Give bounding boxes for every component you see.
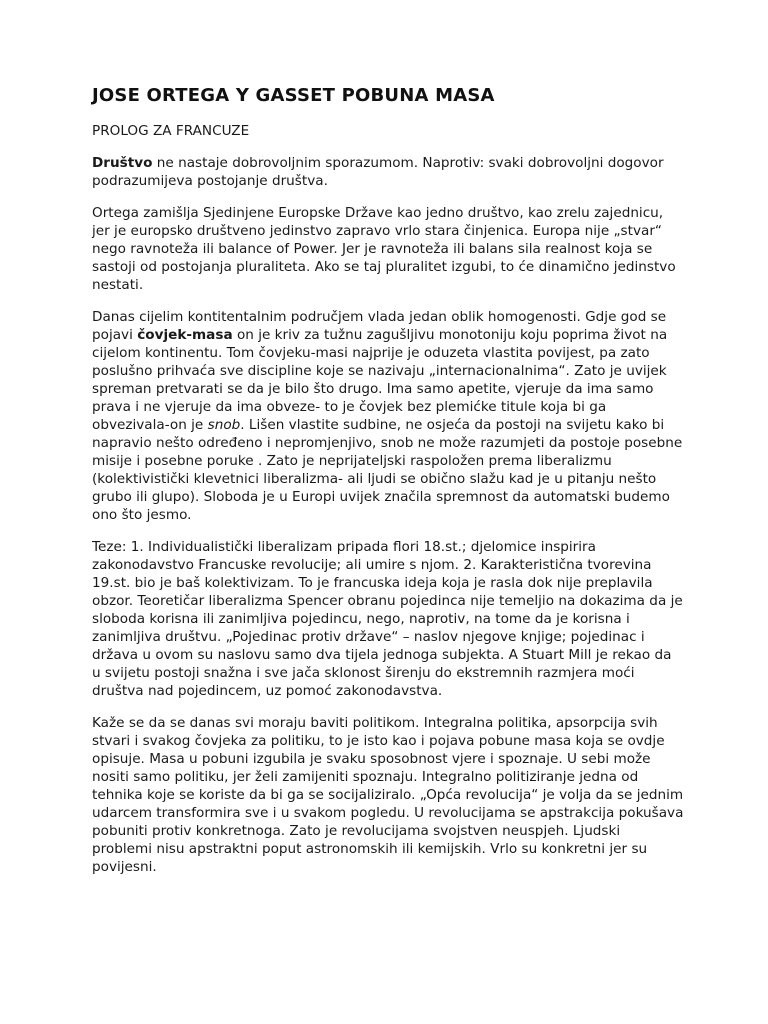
paragraph-4: Teze: 1. Individualistički liberalizam pripada flori 18.st.; djelomice inspirira zakonodavstvo Francuske revolucije; ali umire s njom. 2. Karakteristična tvorevina 19.st. bio je baš kolektivizam. To je francuska ideja koja je rasla dok nije preplavila obzor. Teoretičar liberalizma Spencer obranu pojedinca nije temeljio na dokazima da je sloboda korisna ili zanimljiva pojedincu, nego, naprotiv, na tome da je korisna i zanimljiva društvu. „Pojedinac protiv države“ – naslov njegove knjige; pojedinac i država u ovom su naslovu samo dva tijela jednoga subjekta. A Stuart Mill je rekao da u svijetu postoji snažna i sve jača sklonost širenju do ekstremnih razmjera moći društva nad pojedincem, uz pomoć zakonodavstva. (92, 539, 683, 699)
paragraph-3-bold-term: čovjek-masa (137, 327, 233, 343)
paragraph-2: Ortega zamišlja Sjedinjene Europske Države kao jedno društvo, kao zrelu zajednicu, jer je europsko društveno jedinstvo zapravo vrlo stara činjenica. Europa nije „stvar“ nego ravnoteža ili balance of Power. Jer je ravnoteža ili balans sila realnost koja se sastoji od postojanja pluraliteta. Ako se taj pluralitet izgubi, to će dinamično jedinstvo nestati. (92, 205, 676, 293)
paragraph-1 (92, 154, 684, 190)
paragraph-3 (92, 308, 684, 524)
paragraph-3-text-b: on je kriv za tužnu zagušljivu monotoniju koju poprima život na cijelom kontinentu. Tom čovjeku-masi najprije je oduzeta vlastita povijest, pa zato poslušno prihvaća sve discipline koje se nazivaju „internacionalnima“. Zato je uvijek spreman pretvarati se da je bilo što drugo. Ima samo apetite, vjeruje da ima samo prava i ne vjeruje da ima obveze- to je čovjek bez plemićke titule koja bi ga obvezivala-on je (92, 327, 668, 433)
paragraph-3-text-a: Danas cijelim kontitentalnim područjem vlada jedan oblik homogenosti. Gdje god se pojavi (92, 309, 667, 343)
paragraph-1-bold-term: Društvo (92, 155, 153, 171)
document-title: JOSE ORTEGA Y GASSET POBUNA MASA (92, 85, 495, 106)
paragraph-1-text: ne nastaje dobrovoljnim sporazumom. Naprotiv: svaki dobrovoljni dogovor podrazumijeva postojanje društva. (92, 155, 664, 189)
paragraph-3-italic-term: snob (207, 417, 241, 433)
document-body (92, 84, 684, 890)
paragraph-5: Kaže se da se danas svi moraju baviti politikom. Integralna politika, apsorpcija svih stvari i svakog čovjeka za politiku, to je isto kao i pojava pobune masa koja se ovdje opisuje. Masa u pobuni izgubila je svaku sposobnost vjere i spoznaje. U sebi može nositi samo politiku, jer želi zamijeniti spoznaju. Integralno politiziranje jedna od tehnika koje se koriste da bi ga se socijaliziralo. „Opća revolucija“ je volja da se jednim udarcem transformira sve i u svakom pogledu. U revolucijama se apstrakcija pokušava pobuniti protiv konkretnoga. Zato je revolucijama svojstven neuspjeh. Ljudski problemi nisu apstraktni poput astronomskih ili kemijskih. Vrlo su konkretni jer su povijesni. (92, 715, 684, 875)
document-subtitle: PROLOG ZA FRANCUZE (92, 123, 250, 139)
paragraph-3-text-c: . Lišen vlastite sudbine, ne osjeća da postoji na svijetu kako bi napravio nešto određeno i nepromjenjivo, snob ne može razumjeti da postoje posebne misije i posebne poruke . Zato je neprijateljski raspoložen prema liberalizmu (kolektivistički klevetnici liberalizma- ali ljudi se obično slažu kad je u pitanju nešto grubo ili glupo). Sloboda je u Europi uvijek značila spremnost da automatski budemo ono što jesmo. (92, 417, 683, 523)
